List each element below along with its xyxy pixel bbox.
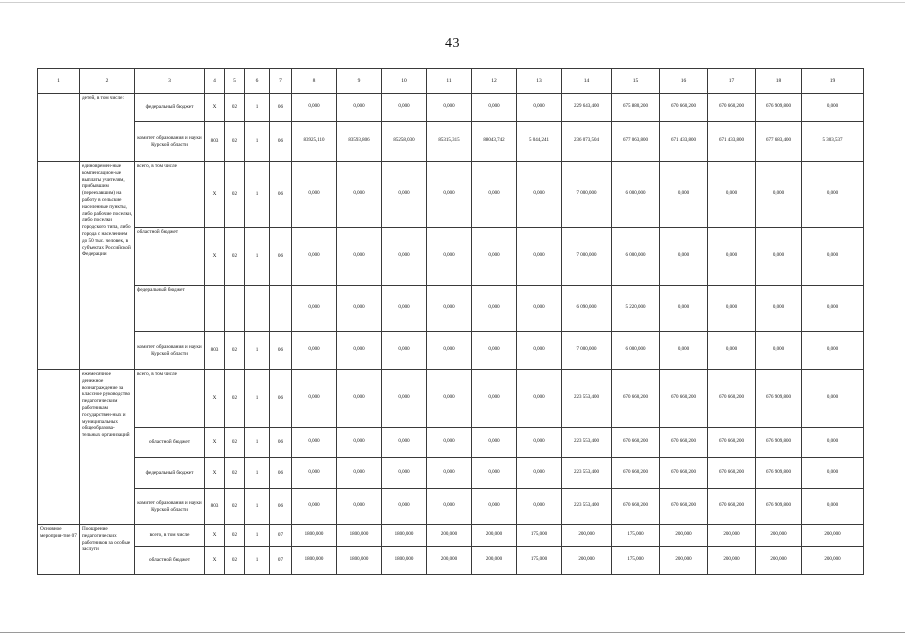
value-cell: 0,000 [517,370,562,428]
value-cell: 0,000 [472,286,517,332]
value-cell: 670 660,200 [612,428,660,458]
value-cell: 0,000 [382,458,427,489]
header-cell: 5 [225,69,245,94]
header-cell: 16 [660,69,708,94]
value-cell: 0,000 [292,458,337,489]
value-cell: 0,000 [756,332,802,370]
funding-source-cell: всего, в том числе [135,370,205,428]
value-cell: 0,000 [472,428,517,458]
value-cell: 0,000 [292,370,337,428]
header-cell: 3 [135,69,205,94]
value-cell: 0,000 [292,286,337,332]
value-cell: 0,000 [517,94,562,122]
value-cell: 0,000 [472,370,517,428]
value-cell: 0,000 [337,332,382,370]
value-cell: 0,000 [292,428,337,458]
value-cell: 0,000 [472,332,517,370]
value-cell: 0,000 [660,332,708,370]
value-cell: 0,000 [337,94,382,122]
value-cell: 88043,742 [472,122,517,162]
value-cell: 200,000 [427,547,472,575]
table-cell: 06 [270,122,292,162]
table-cell: 803 [205,122,225,162]
table-cell: 06 [270,428,292,458]
value-cell: 0,000 [427,370,472,428]
table-row [38,489,864,525]
value-cell: 0,000 [472,458,517,489]
funding-source-cell: комитет образования и науки Курской области [135,122,205,162]
table-cell: 02 [225,489,245,525]
value-cell: 5 044,241 [517,122,562,162]
table-cell: 06 [270,370,292,428]
header-cell: 14 [562,69,612,94]
table-cell: 1 [245,489,270,525]
table-cell: 803 [205,489,225,525]
table-row [38,94,864,122]
page-top-edge [0,2,905,3]
value-cell: 6 000,000 [612,228,660,286]
funding-source-cell: федеральный бюджет [135,458,205,489]
value-cell: 5 303,537 [802,122,864,162]
value-cell: 223 553,400 [562,458,612,489]
value-cell: 0,000 [427,94,472,122]
value-cell: 670 660,200 [660,489,708,525]
value-cell: 0,000 [292,162,337,228]
value-cell: 1800,000 [337,525,382,547]
value-cell: 6 090,000 [562,286,612,332]
value-cell: 223 553,400 [562,428,612,458]
table-cell: 07 [270,525,292,547]
header-cell: 1 [38,69,80,94]
value-cell: 0,000 [382,370,427,428]
value-cell: 676 909,800 [756,458,802,489]
value-cell: 677 683,400 [756,122,802,162]
table-row [38,162,864,228]
value-cell: 1800,000 [382,525,427,547]
table-cell: 06 [270,489,292,525]
value-cell: 1800,000 [292,547,337,575]
value-cell: 0,000 [517,458,562,489]
value-cell: 670 660,200 [660,428,708,458]
header-cell: 17 [708,69,756,94]
value-cell: 200,000 [660,525,708,547]
table-cell: 02 [225,162,245,228]
value-cell: 0,000 [382,332,427,370]
value-cell: 0,000 [472,228,517,286]
header-cell: 6 [245,69,270,94]
value-cell: 670 660,200 [612,489,660,525]
funding-source-cell: областной бюджет [135,428,205,458]
value-cell: 677 063,800 [612,122,660,162]
table-row [38,458,864,489]
table-cell [38,94,80,162]
table-cell: 02 [225,94,245,122]
header-cell: 19 [802,69,864,94]
header-cell: 9 [337,69,382,94]
funding-source-cell: комитет образования и науки Курской области [135,489,205,525]
value-cell: 200,000 [472,547,517,575]
value-cell: 0,000 [660,228,708,286]
table-cell: 06 [270,228,292,286]
value-cell: 85315,315 [427,122,472,162]
value-cell: 0,000 [802,228,864,286]
header-cell: 12 [472,69,517,94]
value-cell: 200,000 [708,547,756,575]
value-cell: 0,000 [427,162,472,228]
value-cell: 675 880,200 [612,94,660,122]
value-cell: 0,000 [337,370,382,428]
activity-cell: ежемесячное денежное вознаграждение за классное руководство педагогическим работникам государствен-ных и муниципальных общеобразова-тельных организаций [80,370,135,525]
value-cell: 236 073,504 [562,122,612,162]
value-cell: 1800,000 [382,547,427,575]
value-cell: 0,000 [660,286,708,332]
funding-source-cell: областной бюджет [135,228,205,286]
value-cell: 0,000 [802,94,864,122]
value-cell: 223 553,400 [562,370,612,428]
value-cell: 670 660,200 [708,489,756,525]
value-cell: 0,000 [337,428,382,458]
table-cell: 06 [270,458,292,489]
value-cell: 200,000 [562,525,612,547]
value-cell: 0,000 [472,94,517,122]
funding-source-cell: всего, в том числе [135,525,205,547]
table-cell: 1 [245,122,270,162]
value-cell: 0,000 [337,228,382,286]
value-cell: 0,000 [708,162,756,228]
table-cell: 02 [225,458,245,489]
funding-source-cell: федеральный бюджет [135,286,205,332]
value-cell: 85258,030 [382,122,427,162]
value-cell: 200,000 [660,547,708,575]
header-cell: 10 [382,69,427,94]
table-cell [205,286,225,332]
value-cell: 0,000 [517,228,562,286]
value-cell: 0,000 [802,370,864,428]
table-cell: 1 [245,332,270,370]
value-cell: 0,000 [802,162,864,228]
value-cell: 0,000 [427,489,472,525]
table-cell: Х [205,428,225,458]
value-cell: 200,000 [472,525,517,547]
table-cell: 07 [270,547,292,575]
table-cell: Х [205,547,225,575]
value-cell: 0,000 [802,489,864,525]
header-cell: 8 [292,69,337,94]
value-cell: 175,000 [517,547,562,575]
value-cell: 670 660,200 [612,370,660,428]
value-cell: 200,000 [708,525,756,547]
value-cell: 0,000 [337,489,382,525]
value-cell: 0,000 [517,428,562,458]
table-cell: 1 [245,458,270,489]
value-cell: 200,000 [802,547,864,575]
funding-source-cell: комитет образования и науки Курской области [135,332,205,370]
table-row [38,370,864,428]
table-cell: Х [205,370,225,428]
table-cell: 02 [225,428,245,458]
value-cell: 0,000 [802,458,864,489]
table-cell: Х [205,228,225,286]
value-cell: 0,000 [292,332,337,370]
value-cell: 229 643,400 [562,94,612,122]
table-row [38,547,864,575]
value-cell: 670 660,200 [708,428,756,458]
value-cell: 0,000 [337,458,382,489]
table-cell: 1 [245,428,270,458]
value-cell: 0,000 [802,286,864,332]
activity-cell: детей, в том числе: [80,94,135,162]
table-row [38,122,864,162]
value-cell: 0,000 [292,489,337,525]
value-cell: 670 660,200 [612,458,660,489]
value-cell: 83925,110 [292,122,337,162]
funding-source-cell: федеральный бюджет [135,94,205,122]
table-cell: 1 [245,547,270,575]
value-cell: 0,000 [517,489,562,525]
value-cell: 670 660,200 [708,458,756,489]
value-cell: 200,000 [756,525,802,547]
table-cell: 02 [225,122,245,162]
header-cell: 13 [517,69,562,94]
value-cell: 0,000 [427,428,472,458]
page-number: 43 [445,36,460,51]
header-cell: 4 [205,69,225,94]
page-bottom-edge [0,632,905,633]
value-cell: 223 553,400 [562,489,612,525]
value-cell: 0,000 [337,286,382,332]
value-cell: 0,000 [382,489,427,525]
table-row [38,228,864,286]
table-cell [38,162,80,370]
value-cell: 0,000 [427,458,472,489]
header-cell: 18 [756,69,802,94]
value-cell: 0,000 [517,332,562,370]
value-cell: 0,000 [382,428,427,458]
table-cell: 02 [225,525,245,547]
value-cell: 175,000 [517,525,562,547]
value-cell: 200,000 [756,547,802,575]
value-cell: 0,000 [660,162,708,228]
value-cell: 0,000 [382,228,427,286]
table-cell [245,286,270,332]
table-cell: 1 [245,94,270,122]
header-row [38,69,864,94]
value-cell: 0,000 [708,286,756,332]
activity-cell: единовремен-ные компенсацион-ые выплаты учителям, прибывшим (переехавшим) на работу в сельские населенные пункты, либо рабочие поселки, либо поселки городского типа, либо города с населением до 50 тыс. человек, в субъектах Российской Федерации [80,162,135,370]
value-cell: 175,000 [612,547,660,575]
table-cell: 06 [270,162,292,228]
value-cell: 1800,000 [337,547,382,575]
table-cell: 06 [270,332,292,370]
value-cell: 0,000 [427,332,472,370]
value-cell: 0,000 [756,228,802,286]
value-cell: 670 660,200 [708,94,756,122]
table-cell [38,370,80,525]
value-cell: 0,000 [802,332,864,370]
value-cell: 0,000 [517,162,562,228]
value-cell: 200,000 [802,525,864,547]
value-cell: 5 220,000 [612,286,660,332]
value-cell: 0,000 [382,94,427,122]
value-cell: 0,000 [427,228,472,286]
table-cell: 1 [245,228,270,286]
value-cell: 670 660,200 [708,370,756,428]
value-cell: 676 909,800 [756,489,802,525]
value-cell: 676 909,800 [756,94,802,122]
value-cell: 670 660,200 [660,94,708,122]
table-row [38,428,864,458]
table-cell: 02 [225,228,245,286]
value-cell: 0,000 [382,162,427,228]
event-cell: Основное мероприя-тие 07 [38,525,80,575]
value-cell: 0,000 [427,286,472,332]
value-cell: 0,000 [517,286,562,332]
value-cell: 7 000,000 [562,228,612,286]
header-cell: 2 [80,69,135,94]
table-row [38,286,864,332]
table-cell [270,286,292,332]
table-cell: Х [205,525,225,547]
table-row [38,525,864,547]
table-cell: 1 [245,162,270,228]
table-cell: Х [205,458,225,489]
table-cell: 02 [225,332,245,370]
value-cell: 0,000 [708,332,756,370]
value-cell: 0,000 [292,228,337,286]
table-cell: 1 [245,525,270,547]
table-cell: 02 [225,370,245,428]
table-cell: Х [205,94,225,122]
value-cell: 175,000 [612,525,660,547]
funding-source-cell: областной бюджет [135,547,205,575]
table-cell [225,286,245,332]
value-cell: 0,000 [472,162,517,228]
value-cell: 0,000 [337,162,382,228]
value-cell: 671 433,800 [708,122,756,162]
value-cell: 7 000,000 [562,332,612,370]
table-cell: 1 [245,370,270,428]
value-cell: 0,000 [472,489,517,525]
budget-table [37,68,864,575]
value-cell: 200,000 [562,547,612,575]
table-cell: 06 [270,94,292,122]
value-cell: 670 660,200 [660,458,708,489]
table-row [38,332,864,370]
table-cell: 02 [225,547,245,575]
value-cell: 670 660,200 [660,370,708,428]
value-cell: 1800,000 [292,525,337,547]
value-cell: 6 000,000 [612,162,660,228]
value-cell: 0,000 [708,228,756,286]
value-cell: 0,000 [292,94,337,122]
value-cell: 671 433,800 [660,122,708,162]
table-cell: Х [205,162,225,228]
value-cell: 0,000 [756,286,802,332]
header-cell: 7 [270,69,292,94]
funding-source-cell: всего, в том числе [135,162,205,228]
table-cell: 803 [205,332,225,370]
value-cell: 676 909,800 [756,428,802,458]
value-cell: 6 000,000 [612,332,660,370]
value-cell: 0,000 [756,162,802,228]
value-cell: 200,000 [427,525,472,547]
value-cell: 83593,806 [337,122,382,162]
header-cell: 11 [427,69,472,94]
value-cell: 676 909,800 [756,370,802,428]
value-cell: 0,000 [382,286,427,332]
value-cell: 0,000 [802,428,864,458]
value-cell: 7 000,000 [562,162,612,228]
activity-cell: Поощрение педагогических работников за особые заслуги [80,525,135,575]
header-cell: 15 [612,69,660,94]
